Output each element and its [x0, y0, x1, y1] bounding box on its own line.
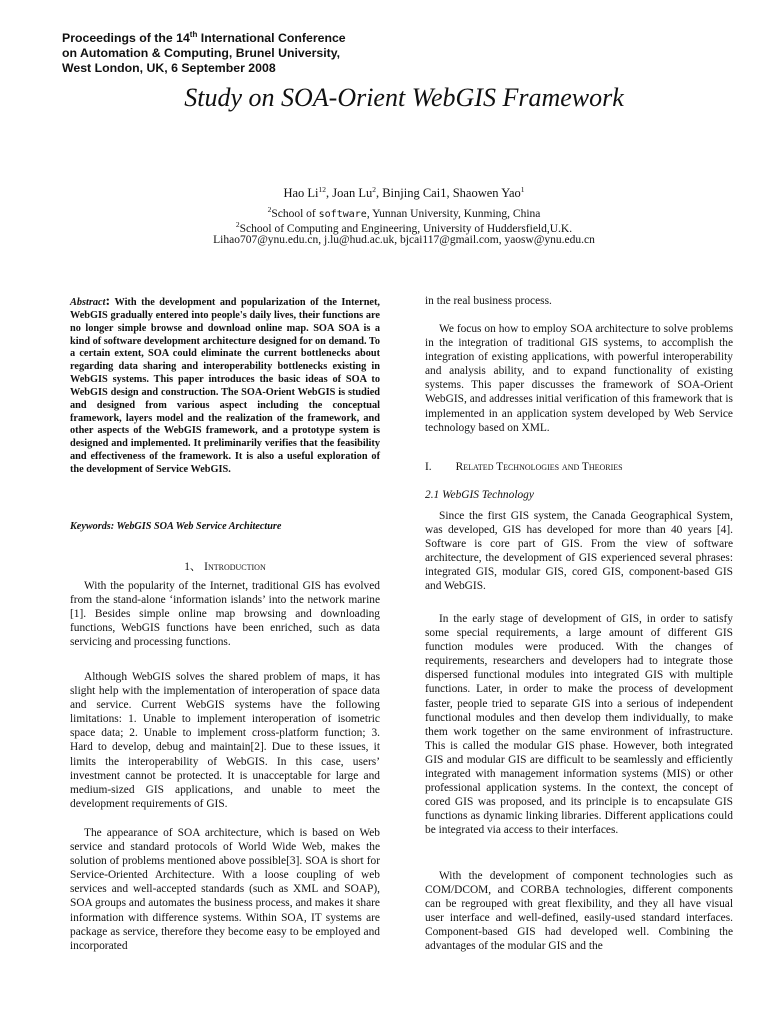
- abstract-block: [70, 296, 380, 477]
- proceedings-line-1: [62, 27, 462, 46]
- focus-paragraph: [425, 322, 733, 435]
- affiliation-marker: 1: [520, 185, 525, 194]
- subsection-heading: [425, 488, 733, 502]
- intro-paragraph-2: [70, 670, 380, 811]
- section-number: I.: [425, 461, 432, 473]
- paragraph: The appearance of SOA architecture, which is based on Web service and standard protocols of World Wide Web, makes the solution of problems mentioned above possible[3]. SOA is short for Service-Oriented Architecture. With a loose coupling of web services and well-accepted standards (such as XML and SOAP), SOA groups and automates the business process, and makes it share information with difference systems. Within SOA, IT systems are package as service, therefore they become easy to be employed and incorporated: [70, 827, 380, 952]
- section-heading: [425, 460, 733, 474]
- paper-title: Study on SOA-Orient WebGIS Framework: [184, 83, 624, 112]
- abstract-colon: :: [105, 294, 111, 309]
- intro-paragraph-1: [70, 579, 380, 649]
- webgis-paragraph-1: [425, 509, 733, 594]
- affiliation-marker: 2: [372, 185, 376, 194]
- affiliation-text: software: [318, 208, 367, 220]
- subsection-title: 2.1 WebGIS Technology: [425, 489, 534, 501]
- proceedings-line-2: on Automation & Computing, Brunel University,: [62, 46, 341, 61]
- affiliation-text: , Yunnan University, Kunming, China: [366, 207, 541, 220]
- continuation-paragraph: [425, 294, 733, 308]
- abstract: [70, 296, 380, 477]
- author-name: Hao Li: [283, 186, 319, 201]
- paragraph: in the real business process.: [425, 295, 552, 307]
- proceedings-text: Proceedings of the 14: [62, 31, 190, 46]
- paragraph: In the early stage of development of GIS, in order to satisfy some special requirements, a large amount of different GIS function modules were produced. With the changes of requirements, researchers and developers had to integrate those dispersed functional modules into integrated GIS with multiple functions. Later, in order to make the process of development faster, people tried to separate GIS into a serious of independent functional modules and then develop them individually, to make them work together on the same environment of infrastructure. This is called the modular GIS phase. However, both integrated GIS and modular GIS are difficult to be seamlessly and efficiently integrated with management information systems (MIS) or other professional application systems. In the context, the concept of cored GIS was proposed, and its principle is to encapsulate GIS functions as dynamic linking libraries. Different applications could be integrated via access to their interfaces.: [425, 613, 733, 837]
- affiliation-marker: 2: [235, 220, 240, 229]
- section-intro-heading: [70, 560, 380, 574]
- section-title: Related Technologies and Theories: [455, 461, 623, 473]
- author-list: [0, 182, 768, 201]
- affiliation-text: School of Computing and Engineering, University of Huddersfield,U.K.: [239, 222, 573, 235]
- section-related-heading: [425, 460, 733, 474]
- keywords: Keywords: WebGIS SOA Web Service Architecture: [70, 521, 282, 532]
- paragraph: With the popularity of the Internet, traditional GIS has evolved from the stand-alone ‘information islands’ into the network marine [1]. Besides simple online map browsing and downloading functions, WebGIS functions have been enriched, such as data servicing and processing functions.: [70, 580, 380, 649]
- affiliation-marker: 12: [318, 185, 327, 194]
- ordinal-superscript: th: [189, 30, 198, 39]
- keywords-block: [70, 520, 380, 534]
- affiliation-text: School of: [271, 207, 319, 220]
- section-heading: [70, 560, 380, 574]
- proceedings-text: International Conference: [197, 31, 346, 46]
- affiliation-marker: 2: [267, 205, 272, 214]
- proceedings-header: [62, 27, 462, 76]
- webgis-paragraph-3: [425, 869, 733, 954]
- intro-paragraph-3: [70, 826, 380, 953]
- abstract-text: With the development and popularization of the Internet, WebGIS gradually entered into people's daily lives, their functions are no longer simple browse and download online map. SOA SOA is a kind of software development architecture designed for on demand. To a certain extent, SOA could eliminate the current bottlenecks about regarding data sharing and interoperability bottlenecks existing in WebGIS systems. This paper introduces the basic ideas of SOA to WebGIS design and construction. The SOA-Orient WebGIS is studied and designed from various aspect including the conceptual framework, layers model and the realization of the framework, and other aspects of the WebGIS framework, and a prototype system is designed and implemented. It preliminarily verifies that the feasibility and effectiveness of the framework. It is also a useful exploration of the development of Service WebGIS.: [70, 297, 380, 475]
- paragraph: Since the first GIS system, the Canada Geographical System, was developed, GIS has developed for more than 40 years [4]. Software is core part of GIS. From the view of software architecture, the development of GIS experienced several phrases: integrated GIS, modular GIS, cored GIS, component-based GIS and WebGIS.: [425, 510, 733, 593]
- author-emails: Lihao707@ynu.edu.cn, j.lu@hud.ac.uk, bjcai117@gmail.com, yaosw@ynu.edu.cn: [213, 234, 595, 246]
- author-name: , Binjing Cai1, Shaowen Yao: [375, 186, 521, 201]
- paragraph: With the development of component technologies such as COM/DCOM, and CORBA technologies, different components can be regrouped with great flexibility, and they all have visual user interface and well-defined, easily-used standard interfaces. Component-based GIS had developed well. Combining the advantages of the modular GIS and the: [425, 870, 733, 953]
- paragraph: Although WebGIS solves the shared problem of maps, it has slight help with the implementation of interoperation of space data and service. Current WebGIS systems have the following limitations: 1. Unable to implement interoperation of isometric space data; 2. Unable to implement cross-platform function; 3. Hard to develop, debug and maintain[2]. Due to these issues, it limits the interoperability of WebGIS. In this case, users’ investment cannot be protected. It is unacceptable for large and medium-sized GIS applications, and unable to meet the development requirements of GIS.: [70, 671, 380, 810]
- webgis-paragraph-2: [425, 612, 733, 838]
- proceedings-line-3: West London, UK, 6 September 2008: [62, 61, 276, 76]
- abstract-label: Abstract: [70, 297, 106, 308]
- author-name: , Joan Lu: [326, 186, 373, 201]
- paragraph: We focus on how to employ SOA architecture to solve problems in the integration of traditional GIS systems, to accomplish the integration of existing applications, with powerful interoperability and analysis ability, and to expand functionality of existing systems. This paper discusses the framework of SOA-Orient WebGIS, and addresses initial verification of this framework that is implemented in an application system developed by Web Service technology based on XML.: [425, 323, 733, 434]
- section-title: Introduction: [204, 561, 266, 573]
- section-number: 1、: [184, 561, 205, 573]
